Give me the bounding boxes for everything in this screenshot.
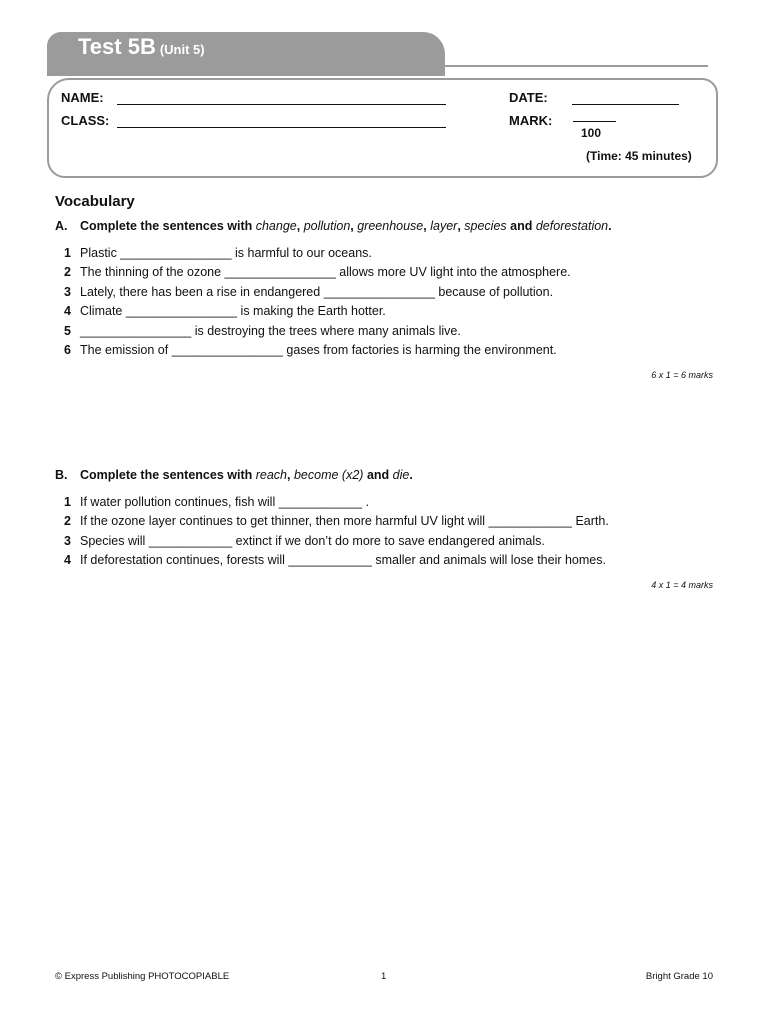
- mark-label: MARK:: [509, 113, 553, 128]
- item-text: If water pollution continues, fish will ____________ .: [80, 495, 370, 509]
- item-text: The thinning of the ozone ________________ allows more UV light into the atmosphere.: [80, 265, 571, 279]
- footer-book-title: Bright Grade 10: [645, 971, 713, 982]
- word-become: become (x2): [293, 468, 364, 482]
- footer-page-number: 1: [381, 971, 387, 982]
- name-blank[interactable]: [117, 104, 446, 105]
- exercise-a-item: 5 ________________ is destroying the trees where many animals live.: [64, 324, 461, 338]
- word-die: die: [392, 468, 410, 482]
- exercise-a-instruction: A. Complete the sentences with change, pollution, greenhouse, layer, species and deforestation.: [55, 219, 612, 233]
- item-text: Plastic ________________ is harmful to our oceans.: [80, 246, 372, 260]
- exercise-b-marks: 4 x 1 = 4 marks: [651, 580, 713, 590]
- word-deforestation: deforestation: [535, 219, 609, 233]
- name-label: NAME:: [61, 90, 104, 105]
- exercise-b-item: 2 If the ozone layer continues to get thinner, then more harmful UV light will ____________ Earth.: [64, 514, 609, 528]
- section-title: Vocabulary: [55, 193, 135, 210]
- class-label: CLASS:: [61, 113, 110, 128]
- exercise-a-item: 4 Climate ________________ is making the Earth hotter.: [64, 304, 386, 318]
- exercise-a-marks: 6 x 1 = 6 marks: [651, 370, 713, 380]
- exercise-a-letter: A.: [55, 219, 68, 233]
- date-blank[interactable]: [572, 104, 679, 105]
- item-text: The emission of ________________ gases from factories is harming the environment.: [80, 343, 557, 357]
- item-text: Lately, there has been a rise in endangered ________________ because of pollution.: [80, 285, 554, 299]
- header-rule: [445, 65, 708, 67]
- item-text: If deforestation continues, forests will ____________ smaller and animals will lose their homes.: [80, 553, 606, 567]
- time-note: (Time: 45 minutes): [586, 149, 692, 163]
- word-layer: layer: [430, 219, 458, 233]
- student-info-box: [47, 78, 718, 178]
- exercise-b-letter: B.: [55, 468, 68, 482]
- exercise-a-and: and: [510, 219, 533, 233]
- exercise-b-item: 3 Species will ____________ extinct if we don’t do more to save endangered animals.: [64, 534, 545, 548]
- exercise-a-item: 6 The emission of ________________ gases from factories is harming the environment.: [64, 343, 557, 357]
- exercise-b-lead: Complete the sentences with: [80, 468, 256, 482]
- item-text: Climate ________________ is making the Earth hotter.: [80, 304, 386, 318]
- exercise-a-lead: Complete the sentences with: [80, 219, 256, 233]
- mark-blank[interactable]: [573, 121, 616, 122]
- item-text: ________________ is destroying the trees where many animals live.: [80, 324, 461, 338]
- exercise-a-item: 3 Lately, there has been a rise in endangered ________________ because of pollution.: [64, 285, 554, 299]
- test-title: [78, 34, 205, 60]
- word-reach: reach: [255, 468, 288, 482]
- footer-copyright: © Express Publishing PHOTOCOPIABLE: [55, 971, 230, 982]
- exercise-b-item: 4 If deforestation continues, forests will ____________ smaller and animals will lose their homes.: [64, 553, 606, 567]
- word-species: species: [464, 219, 507, 233]
- exercise-b-instruction: B. Complete the sentences with reach, become (x2) and die.: [55, 468, 413, 482]
- word-pollution: pollution: [303, 219, 351, 233]
- date-label: DATE:: [509, 90, 548, 105]
- exercise-a-item: 1 Plastic ________________ is harmful to our oceans.: [64, 246, 372, 260]
- word-change: change: [255, 219, 297, 233]
- exercise-b-and: and: [366, 468, 390, 482]
- test-label: Test 5B: [78, 34, 156, 59]
- exercise-a-item: 2 The thinning of the ozone ________________ allows more UV light into the atmosphere.: [64, 265, 571, 279]
- word-greenhouse: greenhouse: [357, 219, 424, 233]
- item-text: Species will ____________ extinct if we don’t do more to save endangered animals.: [80, 534, 545, 548]
- exercise-b-item: 1 If water pollution continues, fish will ____________ .: [64, 495, 370, 509]
- unit-label: (Unit 5): [159, 42, 205, 57]
- mark-total: 100: [581, 126, 602, 140]
- item-text: If the ozone layer continues to get thinner, then more harmful UV light will ____________ Earth.: [80, 514, 609, 528]
- class-blank[interactable]: [117, 127, 446, 128]
